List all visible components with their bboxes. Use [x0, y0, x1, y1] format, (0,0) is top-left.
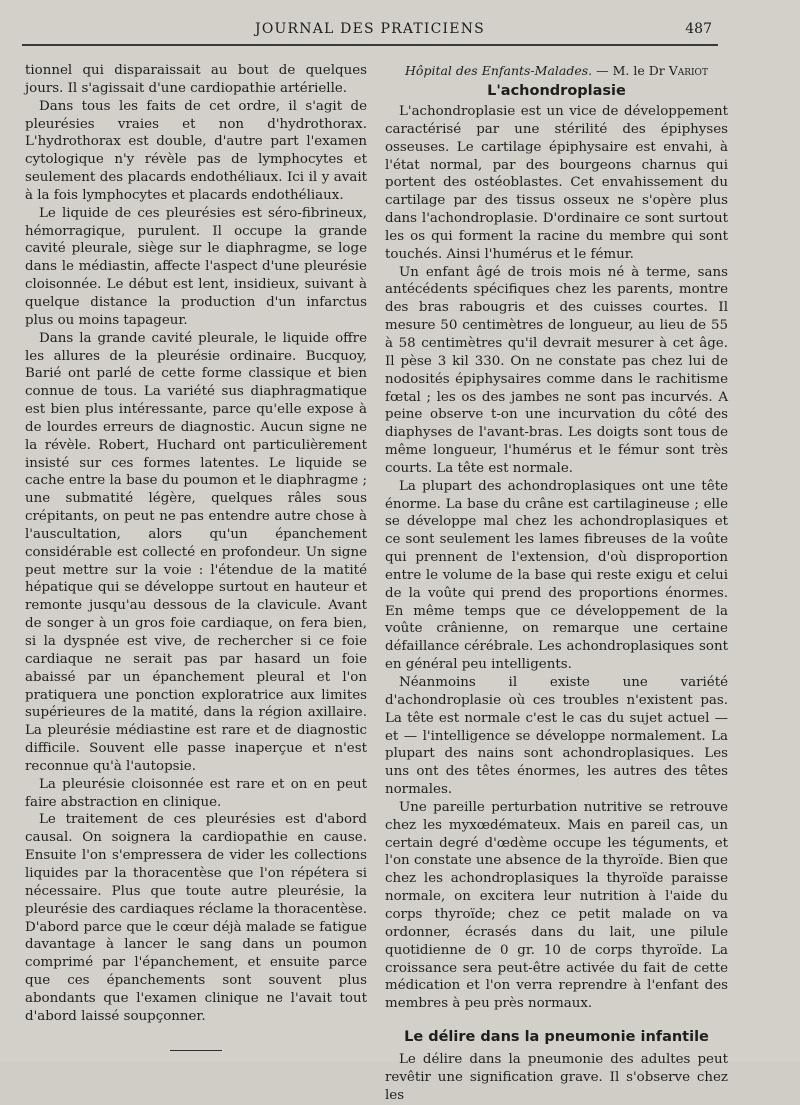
article-title-2: Le délire dans la pneumonie infantile: [404, 1029, 709, 1046]
paragraph: Le liquide de ces pleurésies est séro-fibrineux, hémorragique, purulent. Il occupe la grande cavité pleurale, siège sur le diaphragme, se loge dans le médiastin, affecte l'aspect d'une pleurésie cloisonnée. Le début est lent, insidieux, suivant à quelque distance la production d'un infarctus plus ou moins tapageur.: [25, 205, 367, 328]
paragraph: Dans la grande cavité pleurale, le liquide offre les allures de la pleurésie ordinaire. Bucquoy, Barié ont parlé de cette forme classique et bien connue de tous. La variété sus diaphragmatique est bien plus intéressante, parce qu'elle expose à de lourdes erreurs de diagnostic. Aucun signe ne la révèle. Robert, Huchard ont particulièrement insisté sur ces formes latentes. Le liquide se cache entre la base du poumon et le diaphragme ; une submatité légère, quelques râles sous crépitants, on peut ne pas entendre autre chose à l'auscultation, alors qu'un épanchement considérable est collecté en profondeur. Un signe peut mettre sur la voie : l'étendue de la matité hépatique qui se développe surtout en hauteur et remonte jusqu'au dessous de la clavicule. Avant de songer à un gros foie cardiaque, on fera bien, si la dyspnée est vive, de rechercher si ce foie cardiaque ne serait pas par hasard un foie abaissé par un épanchement pleural et l'on pratiquera une ponction exploratrice aux limites supérieures de la matité, dans la région axillaire. La pleurésie médiastine est rare et de diagnostic difficile. Souvent elle passe inaperçue et n'est reconnue qu'à l'autopsie.: [25, 330, 367, 774]
paragraph: Une pareille perturbation nutritive se retrouve chez les myxœdémateux. Mais en pareil cas, un certain degré d'œdème occupe les téguments, et l'on constate une absence de la thyroïde. Bien que chez les achondroplasiques la thyroïde paraisse normale, on excitera leur nutrition à l'aide du corps thyroïde; chez ce petit malade on va ordonner, écrasés dans du lait, une pilule quotidienne de 0 gr. 10 de corps thyroïde. La croissance sera peut-être activée du fait de cette médication et l'on verra reprendre à l'enfant des membres à peu près normaux.: [385, 799, 728, 1012]
paragraph: La plupart des achondroplasiques ont une tête énorme. La base du crâne est cartilagineuse ; elle se développe mal chez les achondroplasiques et ce sont seulement les lames fibreuses de la voûte qui prennent de l'extension, d'où disproportion entre le volume de la base qui reste exigu et celui de la voûte qui prend des proportions énormes. En même temps que ce développement de la voûte crânienne, on remarque une certaine défaillance cérébrale. Les achondroplasiques sont en général peu intelligents.: [385, 478, 728, 673]
byline-author: Variot: [668, 63, 708, 78]
byline-separator: — M. le Dr: [592, 63, 669, 78]
paragraph: tionnel qui disparaissait au bout de quelques jours. Il s'agissait d'une cardiopathie artérielle.: [25, 63, 367, 96]
page-number: 487: [685, 21, 712, 37]
paragraph: Un enfant âgé de trois mois né à terme, sans antécédents spécifiques chez les parents, montre des bras rabougris et des cuisses courtes. Il mesure 50 centimètres de longueur, au lieu de 55 à 58 centimètres qu'il devrait mesurer à cet âge. Il pèse 3 kil 330. On ne constate pas chez lui de nodosités épiphysaires comme dans le rachitisme fœtal ; les os des jambes ne sont pas incurvés. A peine observe t-on une incurvation du côté des diaphyses de l'avant-bras. Les doigts sont tous de même longueur, l'humérus et le fémur sont très courts. La tête est normale.: [385, 264, 728, 476]
paragraph: Le traitement de ces pleurésies est d'abord causal. On soignera la cardiopathie en cause. Ensuite l'on s'empressera de vider les collections liquides par la thoracentèse que l'on répétera si nécessaire. Plus que toute autre pleurésie, la pleurésie des cardiaques réclame la thoracentèse. D'abord parce que le cœur déjà malade se fatigue davantage à lancer le sang dans un poumon comprimé par l'épanchement, et ensuite parce que ces épanchements sont souvent plus abondants que l'examen clinique ne l'avait tout d'abord laissé soupçonner.: [25, 812, 368, 1024]
paragraph: Néanmoins il existe une variété d'achondroplasie où ces troubles n'existent pas. La tête est normale c'est le cas du sujet actuel — et — l'intelligence se développe normalement. La plupart des nains sont achondroplasiques. Les uns ont des têtes énormes, les autres des têtes normales.: [385, 675, 728, 798]
right-column: [385, 62, 728, 1105]
running-header: [22, 18, 718, 46]
left-column: [25, 62, 367, 1051]
paragraph: La pleurésie cloisonnée est rare et on en peut faire abstraction en clinique.: [25, 776, 367, 810]
paragraph: Le délire dans la pneumonie des adultes peut revêtir une signification grave. Il s'observe chez les: [385, 1052, 728, 1103]
article-byline: [385, 62, 728, 79]
paragraph: Dans tous les faits de cet ordre, il s'agit de pleurésies vraies et non d'hydrothorax. L'hydrothorax est double, d'autre part l'examen cytologique n'y révèle pas de lymphocytes et seulement des placards endothéliaux. Ici il y avait à la fois lymphocytes et placards endothéliaux.: [25, 98, 367, 203]
article-title: L'achondroplasie: [487, 83, 626, 99]
paragraph: L'achondroplasie est un vice de développement caractérisé par une stérilité des épiphyses osseuses. Le cartilage épiphysaire est envahi, à l'état normal, par des bourgeons charnus qui portent des ostéoblastes. Cet envahissement du cartilage par des tissus osseux ne s'opère plus dans l'achondroplasie. D'ordinaire ce sont surtout les os qui forment la racine du membre qui sont touchés. Ainsi l'humérus et le fémur.: [385, 104, 728, 262]
section-divider: [170, 1050, 222, 1051]
byline-place: Hôpital des Enfants-Malades.: [405, 63, 593, 78]
journal-title: JOURNAL DES PRATICIENS: [255, 21, 485, 37]
